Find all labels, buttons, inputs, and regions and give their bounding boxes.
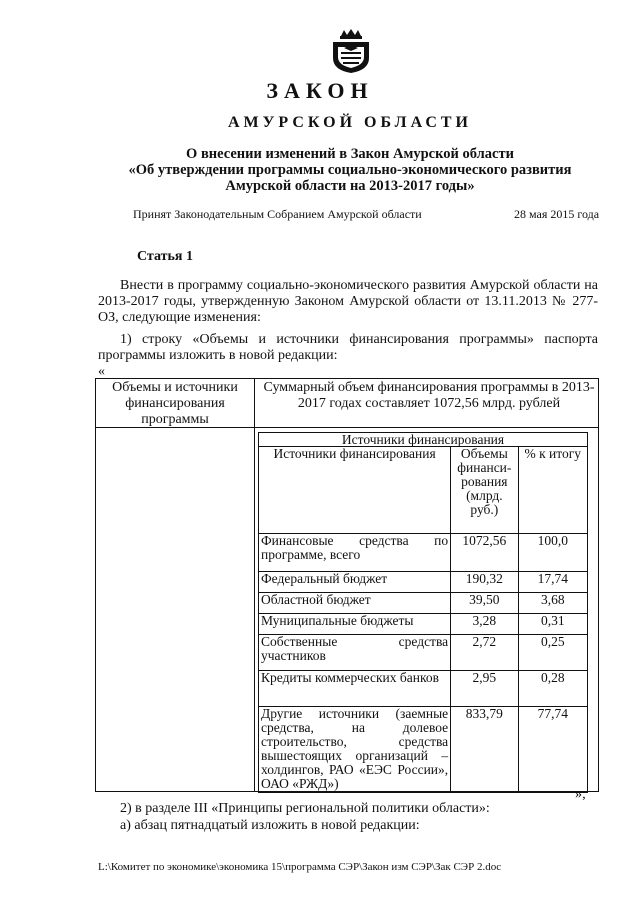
row-percent: 17,74: [518, 572, 587, 593]
row-amount: 2,72: [451, 635, 518, 671]
table-row: [259, 614, 588, 635]
row-percent: 77,74: [518, 707, 587, 793]
row-amount: 2,95: [451, 671, 518, 707]
table-right-header: Суммарный объем финансирования программы в 2013-2017 годах составляет 1072,56 млрд. рублей: [263, 380, 595, 411]
adopted-by: Принят Законодательным Собранием Амурской области: [133, 207, 422, 221]
quote-close: »;: [575, 787, 586, 802]
file-path-footer: L:\Комитет по экономике\экономика 15\программа СЭР\Закон изм СЭР\Зак СЭР 2.doc: [98, 861, 502, 873]
row-percent: 100,0: [518, 534, 587, 572]
row-amount: 1072,56: [451, 534, 518, 572]
row-percent: 0,28: [518, 671, 587, 707]
law-subject-line: «Об утверждении программы социально-экономического развития: [128, 162, 572, 178]
item-2a-paragraph: а) абзац пятнадцатый изложить в новой редакции:: [120, 818, 420, 833]
row-source: Другие источники (заемные средства, на долевое строительство, средства вышестоящих организаций – холдингов, РАО «ЕЭС России», ОАО «РЖД»): [259, 707, 451, 793]
law-subject: [100, 146, 600, 194]
region-title: АМУРСКОЙ ОБЛАСТИ: [228, 114, 472, 131]
table-left-header: Объемы и источники финансирования программы: [112, 380, 238, 427]
table-row: [259, 534, 588, 572]
article-heading: Статья 1: [137, 249, 193, 264]
table-row: [259, 572, 588, 593]
row-source: Областной бюджет: [259, 593, 451, 614]
row-percent: 0,31: [518, 614, 587, 635]
intro-paragraph: Внести в программу социально-экономического развития Амурской области на 2013-2017 годы, утвержденную Законом Амурской области от 13.11.2013 № 277-ОЗ, следующие изменения:: [98, 278, 598, 325]
item-1-paragraph: 1) строку «Объемы и источники финансирования программы» паспорта программы изложить в новой редакции:: [98, 332, 598, 363]
financing-caption: Источники финансирования: [259, 433, 588, 447]
law-title: ЗАКОН: [266, 78, 374, 103]
row-amount: 190,32: [451, 572, 518, 593]
table-row: [259, 707, 588, 793]
quote-open: «: [98, 364, 105, 379]
coat-of-arms-emblem: [329, 28, 373, 74]
column-header-source: Источники финансирования: [259, 447, 451, 534]
law-subject-line: О внесении изменений в Закон Амурской области: [186, 146, 514, 162]
row-source: Кредиты коммерческих банков: [259, 671, 451, 707]
item-2-paragraph: 2) в разделе III «Принципы региональной политики области»:: [120, 801, 490, 816]
row-percent: 3,68: [518, 593, 587, 614]
law-subject-line: Амурской области на 2013-2017 годы»: [225, 178, 475, 194]
table-row: [259, 593, 588, 614]
row-source: Муниципальные бюджеты: [259, 614, 451, 635]
row-amount: 3,28: [451, 614, 518, 635]
table-divider-vertical: [254, 378, 255, 792]
row-source: Финансовые средства по программе, всего: [259, 534, 451, 572]
row-percent: 0,25: [518, 635, 587, 671]
row-source: Собственные средства участников: [259, 635, 451, 671]
table-row: [259, 671, 588, 707]
table-row: [259, 635, 588, 671]
row-amount: 39,50: [451, 593, 518, 614]
row-source: Федеральный бюджет: [259, 572, 451, 593]
row-amount: 833,79: [451, 707, 518, 793]
adoption-date: 28 мая 2015 года: [514, 207, 600, 221]
financing-table: [258, 432, 588, 793]
column-header-percent: % к итогу: [518, 447, 587, 534]
column-header-amount: Объемы финанси-рования (млрд. руб.): [451, 447, 518, 534]
